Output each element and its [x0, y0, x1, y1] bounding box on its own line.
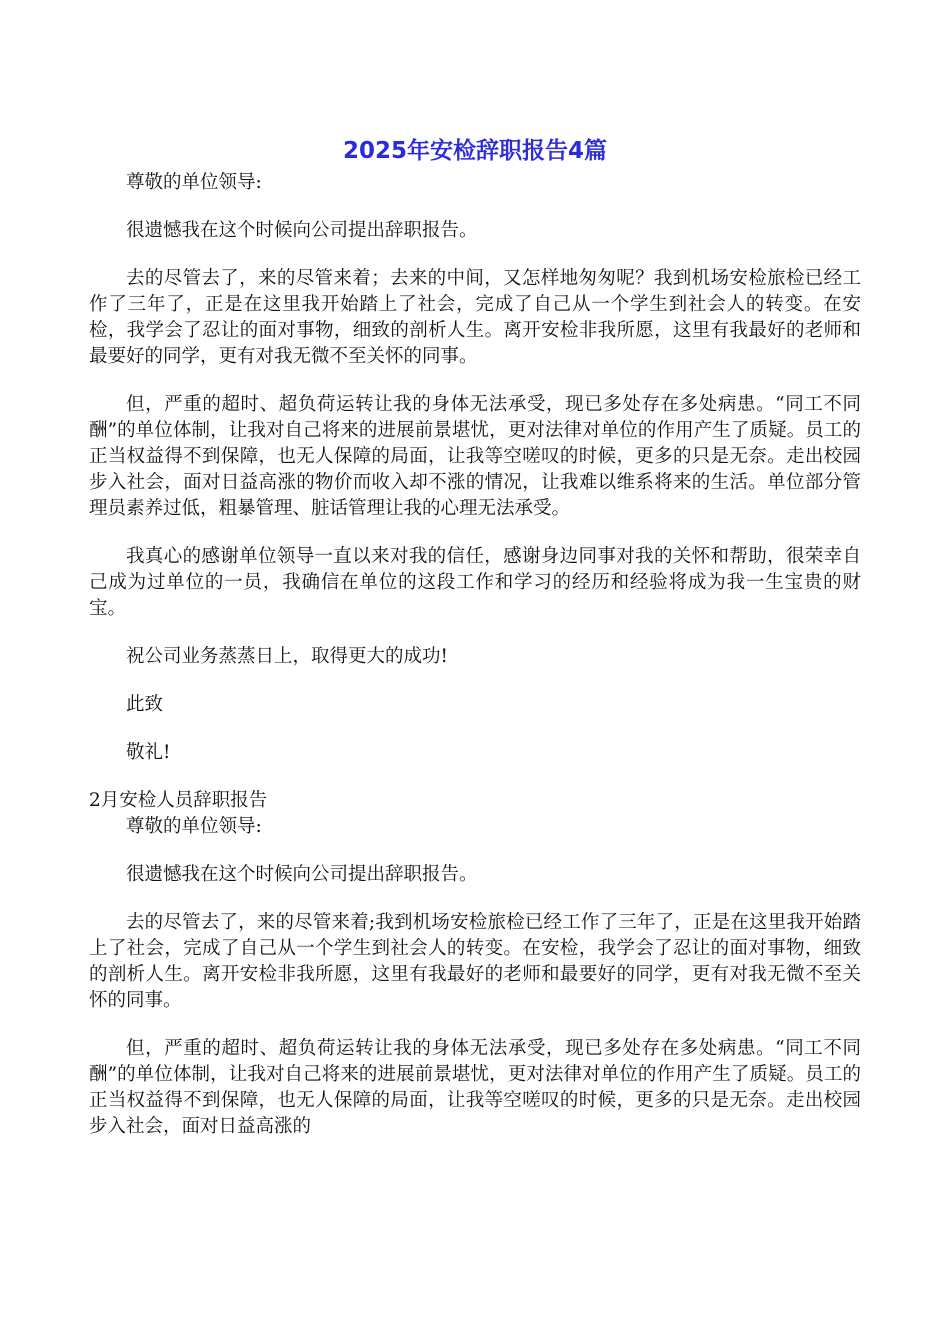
paragraph: 但，严重的超时、超负荷运转让我的身体无法承受，现已多处存在多处病患。“同工不同酬”的单位体制，让我对自己将来的进展前景堪忧，更对法律对单位的作用产生了质疑。员工的正当权益得不到保障，也无人保障的局面，让我等空嗟叹的时候，更多的只是无奈。走出校园步入社会，面对日益高涨的物价而收入却不涨的情况，让我难以维系将来的生活。单位部分管理员素养过低，粗暴管理、脏话管理让我的心理无法承受。 [89, 394, 861, 519]
document-body [89, 170, 861, 1162]
paragraph: 我真心的感谢单位领导一直以来对我的信任，感谢身边同事对我的关怀和帮助，很荣幸自己成为过单位的一员，我确信在单位的这段工作和学习的经历和经验将成为我一生宝贵的财宝。 [89, 546, 861, 619]
paragraph: 去的尽管去了，来的尽管来着;我到机场安检旅检已经工作了三年了，正是在这里我开始踏上了社会，完成了自己从一个学生到社会人的转变。在安检，我学会了忍让的面对事物，细致的剖析人生。离开安检非我所愿，这里有我最好的老师和最要好的同学，更有对我无微不至关怀的同事。 [89, 912, 861, 1011]
document-title: 2025年安检辞职报告4篇 [342, 138, 608, 164]
paragraph: 很遗憾我在这个时候向公司提出辞职报告。 [126, 220, 478, 241]
paragraph: 但，严重的超时、超负荷运转让我的身体无法承受，现已多处存在多处病患。“同工不同酬”的单位体制，让我对自己将来的进展前景堪忧，更对法律对单位的作用产生了质疑。员工的正当权益得不到保障，也无人保障的局面，让我等空嗟叹的时候，更多的只是无奈。走出校园步入社会，面对日益高涨的 [89, 1038, 861, 1137]
salutation: 尊敬的单位领导: [126, 172, 262, 193]
section-heading: 2月安检人员辞职报告 [89, 790, 268, 811]
closing-line: 敬礼! [126, 742, 171, 763]
salutation: 尊敬的单位领导: [126, 816, 262, 837]
paragraph: 很遗憾我在这个时候向公司提出辞职报告。 [126, 864, 478, 885]
paragraph: 祝公司业务蒸蒸日上，取得更大的成功! [126, 646, 448, 667]
paragraph: 去的尽管去了，来的尽管来着；去来的中间，又怎样地匆匆呢？我到机场安检旅检已经工作了三年了，正是在这里我开始踏上了社会，完成了自己从一个学生到社会人的转变。在安检，我学会了忍让的面对事物，细致的剖析人生。离开安检非我所愿，这里有我最好的老师和最要好的同学，更有对我无微不至关怀的同事。 [89, 268, 861, 367]
closing-line: 此致 [126, 694, 164, 715]
